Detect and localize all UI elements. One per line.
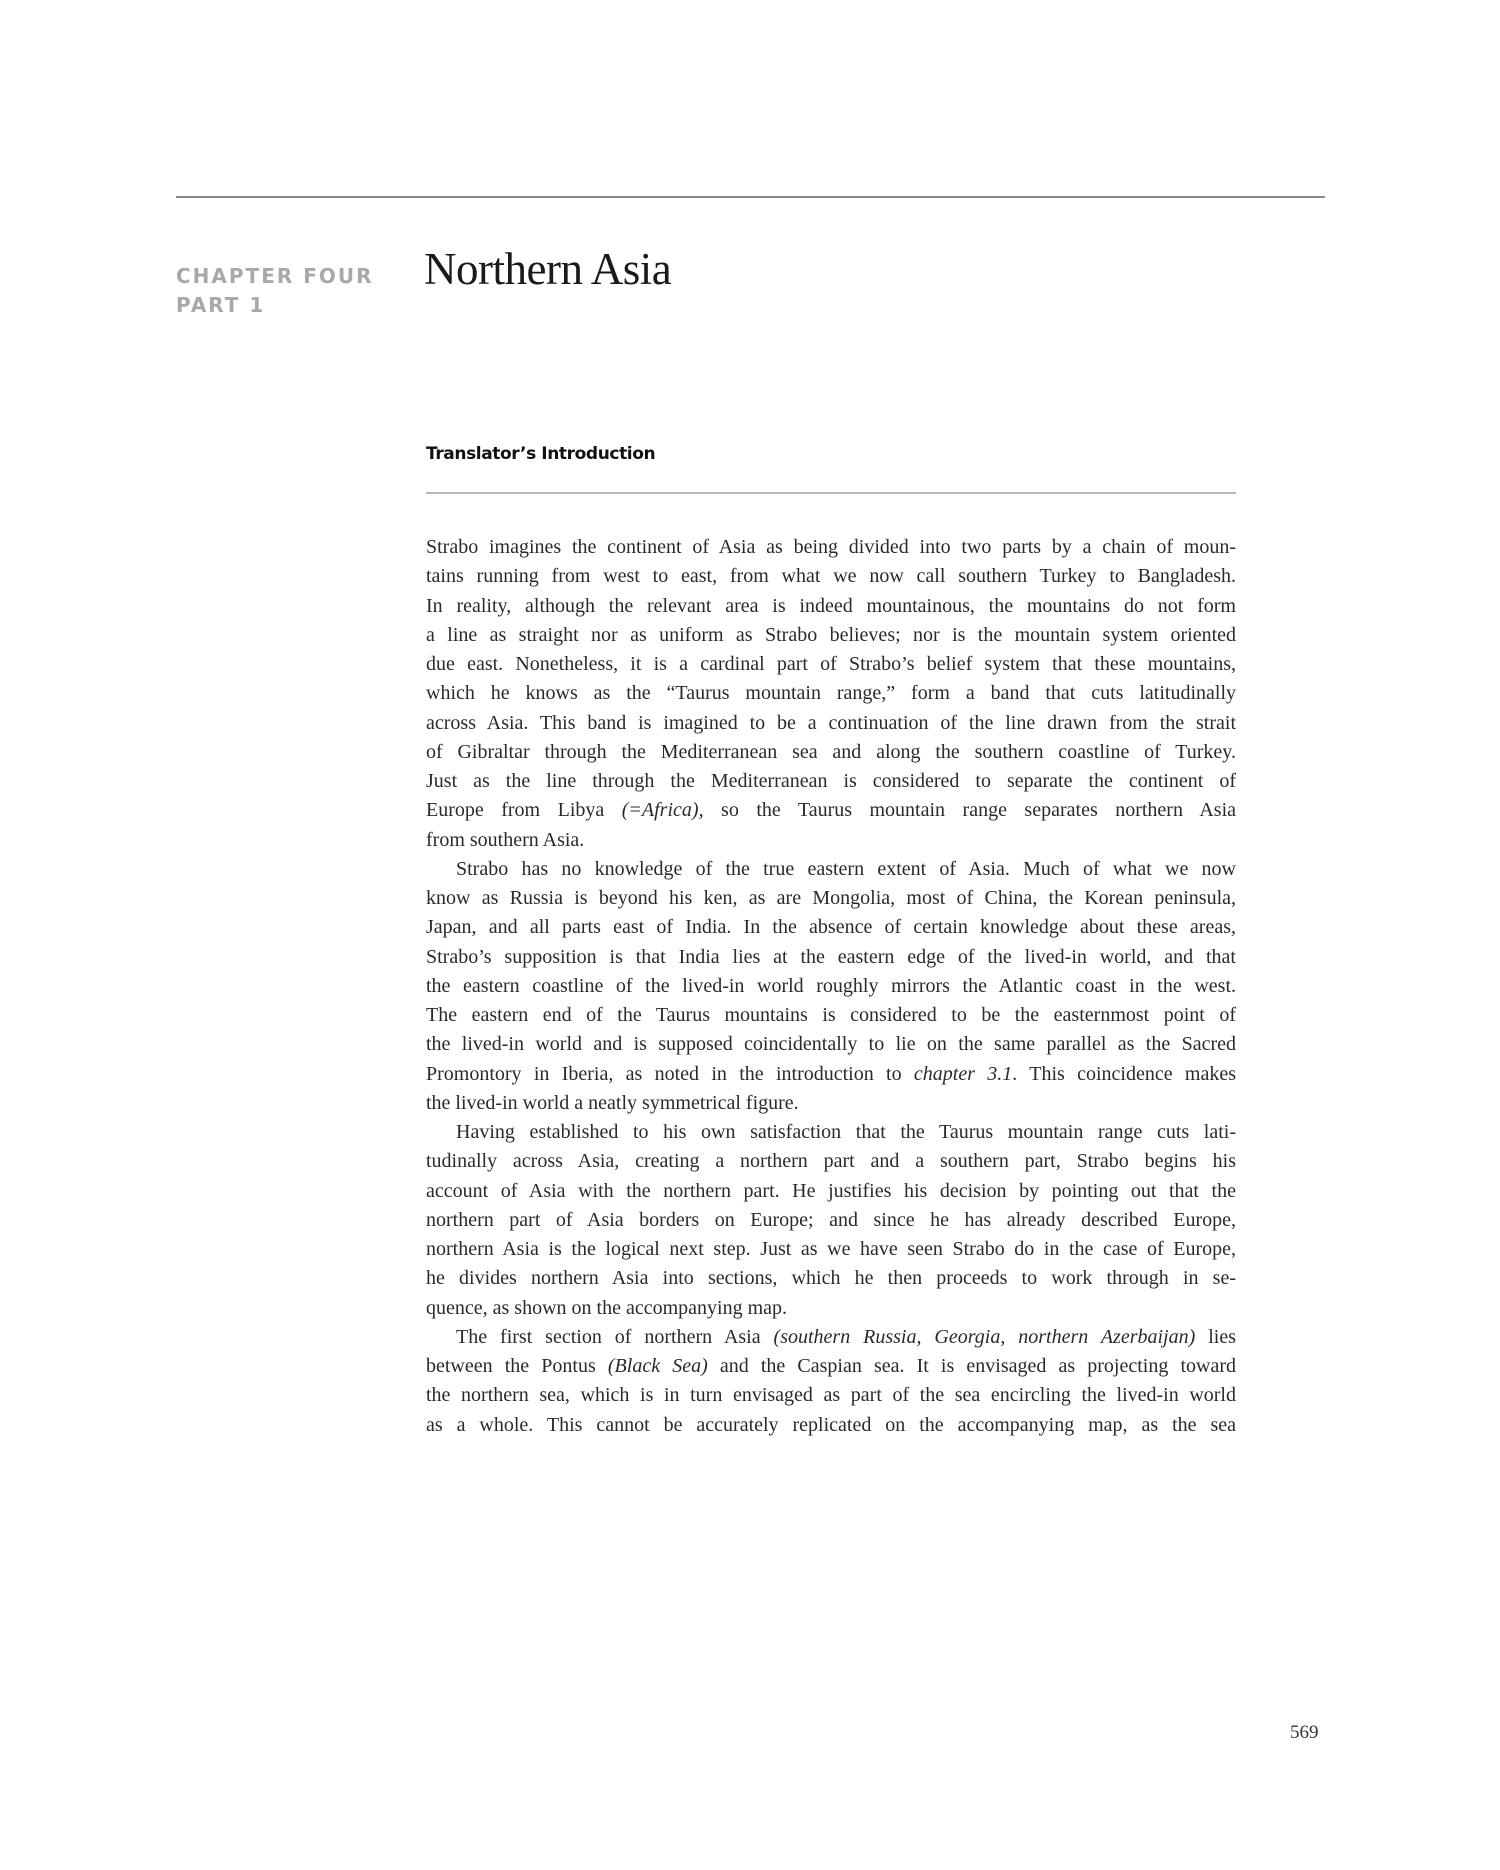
text-line <box>426 1411 1236 1440</box>
text-line <box>426 1323 1236 1352</box>
paragraph <box>426 533 1236 855</box>
italic-text: chapter 3.1 <box>913 1062 1013 1085</box>
text-line <box>426 855 1236 884</box>
text-line <box>426 943 1236 972</box>
text-line <box>426 679 1236 708</box>
paragraph <box>426 1323 1236 1440</box>
text-line <box>426 1206 1236 1235</box>
text-line <box>426 1294 1236 1323</box>
text-line <box>426 1352 1236 1381</box>
text-span: In reality, although the relevant area is indeed mountainous, the mountains do not form <box>426 594 1236 617</box>
top-rule <box>176 196 1325 198</box>
text-line <box>426 1235 1236 1264</box>
text-span: which he knows as the “Taurus mountain range,” form a band that cuts latitudinally <box>426 682 1236 705</box>
text-span: tudinally across Asia, creating a northern part and a southern part, Strabo begins his <box>426 1150 1236 1173</box>
text-line <box>426 826 1236 855</box>
chapter-label-block <box>176 262 374 320</box>
text-line <box>426 884 1236 913</box>
text-span: northern Asia is the logical next step. Just as we have seen Strabo do in the case of Europe, <box>426 1238 1236 1260</box>
text-span: Having established to his own satisfaction that the Taurus mountain range cuts lati- <box>456 1121 1236 1143</box>
text-span: , so the Taurus mountain range separates northern Asia <box>698 799 1237 822</box>
text-span: from southern Asia. <box>426 828 585 851</box>
text-line <box>426 1381 1236 1410</box>
text-span: the northern sea, which is in turn envisaged as part of the sea encircling the lived-in world <box>426 1384 1236 1407</box>
text-span: the lived-in world a neatly symmetrical figure. <box>426 1091 799 1114</box>
text-span: northern part of Asia borders on Europe; and since he has already described Europe, <box>426 1208 1236 1231</box>
text-span: The eastern end of the Taurus mountains is considered to be the easternmost point of <box>426 1004 1236 1026</box>
text-span: Strabo imagines the continent of Asia as being divided into two parts by a chain of moun- <box>426 536 1236 558</box>
text-span: a line as straight nor as uniform as Strabo believes; nor is the mountain system oriented <box>426 623 1236 646</box>
text-line <box>426 533 1236 562</box>
paragraph <box>426 855 1236 1118</box>
text-span: Promontory in Iberia, as noted in the introduction to <box>426 1062 914 1085</box>
italic-text: (southern Russia, Georgia, northern Azerbaijan) <box>773 1325 1196 1348</box>
text-span: . This coincidence makes <box>1012 1062 1236 1085</box>
text-line <box>426 796 1236 825</box>
text-line <box>426 738 1236 767</box>
text-span: Strabo’s supposition is that India lies at the eastern edge of the lived-in world, and that <box>426 945 1236 968</box>
body-text <box>426 533 1236 1440</box>
text-line <box>426 562 1236 591</box>
page-number: 569 <box>1290 1722 1319 1743</box>
text-span: between the Pontus <box>426 1355 608 1377</box>
text-line <box>426 1001 1236 1030</box>
part-label: PART 1 <box>176 293 266 317</box>
text-span: quence, as shown on the accompanying map. <box>426 1296 788 1319</box>
text-line <box>426 709 1236 738</box>
italic-text: (Black Sea) <box>607 1355 708 1377</box>
text-span: as a whole. This cannot be accurately replicated on the accompanying map, as the sea <box>426 1413 1236 1436</box>
text-line <box>426 1147 1236 1176</box>
text-span: the eastern coastline of the lived-in world roughly mirrors the Atlantic coast in the west. <box>426 974 1236 997</box>
text-span: and the Caspian sea. It is envisaged as projecting toward <box>707 1355 1236 1377</box>
text-span: account of Asia with the northern part. He justifies his decision by pointing out that the <box>426 1179 1236 1202</box>
text-line <box>426 913 1236 942</box>
page-title: Northern Asia <box>424 244 672 294</box>
text-span: Just as the line through the Mediterranean is considered to separate the continent of <box>426 770 1236 792</box>
text-span: due east. Nonetheless, it is a cardinal part of Strabo’s belief system that these mountains, <box>426 653 1236 675</box>
text-span: The first section of northern Asia <box>456 1325 774 1348</box>
text-line <box>426 1264 1236 1293</box>
text-span: lies <box>1195 1325 1236 1348</box>
text-line <box>426 972 1236 1001</box>
text-span: he divides northern Asia into sections, which he then proceeds to work through in se- <box>426 1267 1236 1290</box>
text-span: tains running from west to east, from what we now call southern Turkey to Bangladesh. <box>426 565 1236 588</box>
text-line <box>426 1177 1236 1206</box>
text-span: Strabo has no knowledge of the true eastern extent of Asia. Much of what we now <box>456 857 1236 880</box>
text-span: across Asia. This band is imagined to be a continuation of the line drawn from the strait <box>426 711 1236 734</box>
text-line <box>426 1030 1236 1059</box>
text-line <box>426 650 1236 679</box>
text-line <box>426 592 1236 621</box>
text-line <box>426 1118 1236 1147</box>
chapter-label: CHAPTER FOUR <box>176 264 374 288</box>
text-line <box>426 1060 1236 1089</box>
text-span: of Gibraltar through the Mediterranean sea and along the southern coastline of Turkey. <box>426 740 1236 763</box>
text-line <box>426 621 1236 650</box>
text-line <box>426 767 1236 796</box>
text-span: the lived-in world and is supposed coincidentally to lie on the same parallel as the Sacred <box>426 1033 1236 1056</box>
paragraph <box>426 1118 1236 1323</box>
section-rule <box>426 492 1236 494</box>
section-heading: Translator’s Introduction <box>426 444 656 464</box>
italic-text: (=Africa) <box>621 799 699 822</box>
text-span: Europe from Libya <box>426 799 622 822</box>
text-span: know as Russia is beyond his ken, as are Mongolia, most of China, the Korean peninsula, <box>426 887 1236 909</box>
text-span: Japan, and all parts east of India. In the absence of certain knowledge about these areas, <box>426 916 1236 939</box>
text-line <box>426 1089 1236 1118</box>
